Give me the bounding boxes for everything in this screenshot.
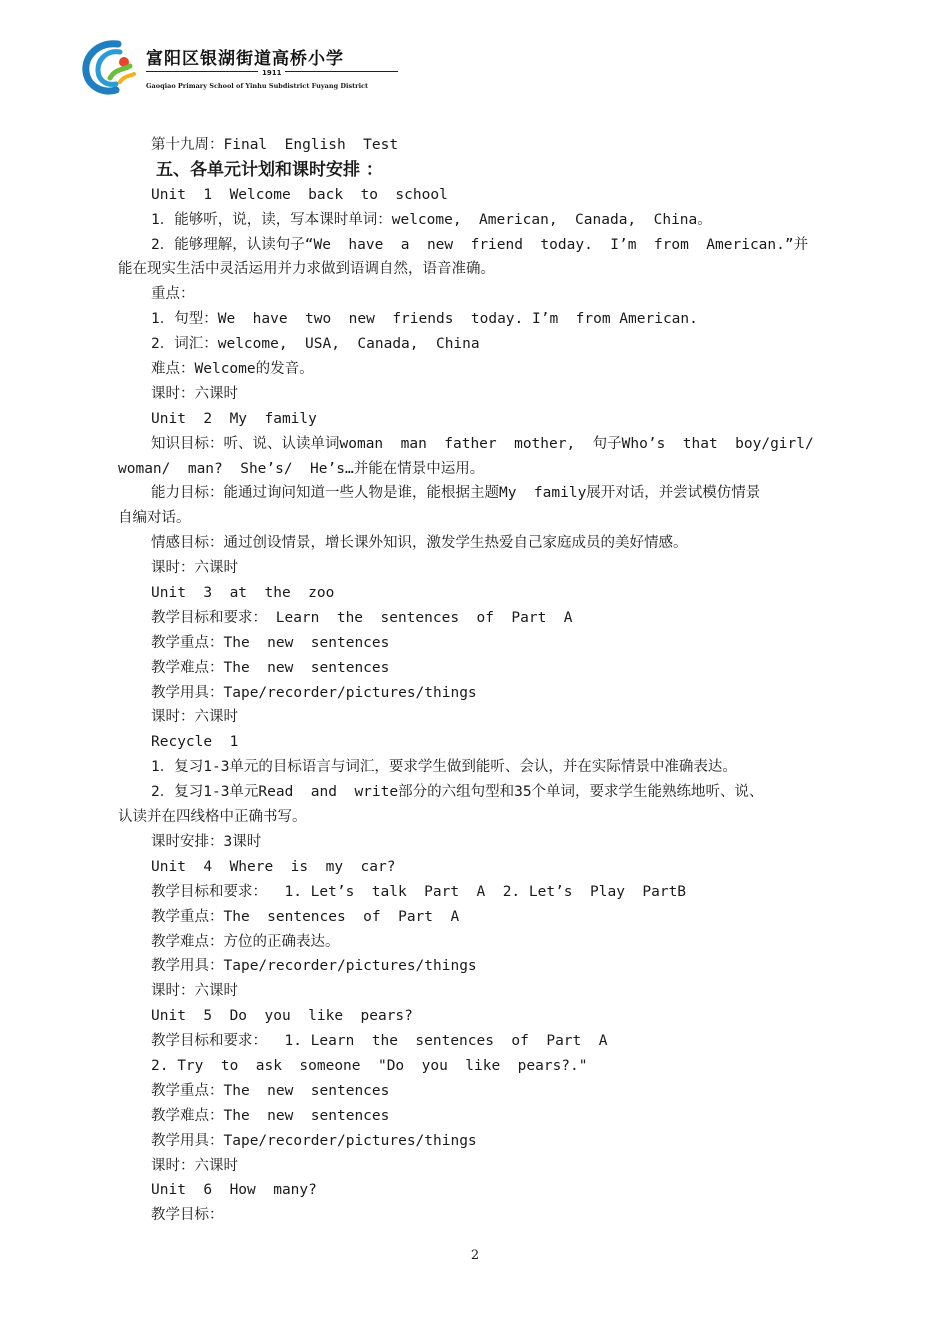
school-name-cn: 富阳区银湖街道高桥小学 — [146, 49, 344, 69]
text-line: 课时：六课时 — [151, 385, 238, 402]
text-line: Unit 2 My family — [151, 410, 317, 427]
text-line: woman/ man? She’s/ He’s…并能在情景中运用。 — [118, 460, 485, 477]
text-line: 2. Try to ask someone "Do you like pears?." — [151, 1057, 588, 1074]
text-line: 教学目标和要求： 1. Let’s talk Part A 2. Let’s Play PartB — [151, 883, 687, 900]
school-founded-year: 1911 — [258, 69, 285, 77]
text-line: 课时：六课时 — [151, 1157, 238, 1174]
text-line: 教学用具：Tape/recorder/pictures/things — [151, 684, 477, 701]
text-line: 教学重点：The new sentences — [151, 1082, 390, 1099]
text-line: 难点：Welcome的发音。 — [151, 361, 314, 378]
text-line: 课时：六课时 — [151, 983, 238, 1000]
text-line: 2．复习1-3单元Read and write部分的六组句型和35个单词，要求学生能熟练地听、说、 — [151, 784, 764, 801]
text-line: 能力目标：能通过询问知道一些人物是谁，能根据主题My family展开对话，并尝试模仿情景 — [151, 485, 761, 502]
document-body — [118, 133, 836, 1228]
school-name-en: Gaoqiao Primary School of Yinhu Subdistrict Fuyang District — [146, 82, 368, 90]
text-line: 2．能够理解，认读句子“We have a new friend today. I’m from American.”并 — [151, 236, 809, 253]
text-line: 知识目标：听、说、认读单词woman man father mother, 句子Who’s that boy/girl/ — [151, 435, 814, 452]
text-line: 第十九周：Final English Test — [151, 137, 399, 153]
text-line: Unit 4 Where is my car? — [151, 858, 396, 875]
text-line: 教学难点：The new sentences — [151, 1107, 390, 1124]
text-line: 教学目标和要求： 1. Learn the sentences of Part A — [151, 1033, 608, 1050]
text-line: 教学目标： — [151, 1207, 224, 1224]
school-header — [80, 38, 368, 98]
text-line: 教学重点：The new sentences — [151, 634, 390, 651]
text-line: 认读并在四线格中正确书写。 — [118, 809, 307, 826]
text-line: Unit 5 Do you like pears? — [151, 1008, 413, 1025]
school-logo-icon — [80, 38, 140, 98]
text-line: 1．复习1-3单元的目标语言与词汇，要求学生做到能听、会认，并在实际情景中准确表达。 — [151, 759, 737, 776]
text-line: 重点： — [151, 286, 195, 303]
text-line: 2．词汇：welcome, USA, Canada, China — [151, 336, 480, 353]
text-line: Recycle 1 — [151, 734, 239, 751]
text-line: 教学用具：Tape/recorder/pictures/things — [151, 1132, 477, 1149]
text-line: 教学难点：The new sentences — [151, 659, 390, 676]
text-line: 教学难点：方位的正确表达。 — [151, 933, 340, 950]
text-line: 课时：六课时 — [151, 709, 238, 726]
text-line: Unit 3 at the zoo — [151, 585, 335, 602]
text-line: 情感目标：通过创设情景，增长课外知识，激发学生热爱自己家庭成员的美好情感。 — [151, 535, 688, 552]
text-line: 1．能够听，说，读，写本课时单词：welcome, American, Canada, China。 — [151, 211, 712, 228]
text-line: 教学目标和要求： Learn the sentences of Part A — [151, 609, 573, 626]
text-line: 能在现实生活中灵活运用并力求做到语调自然，语音准确。 — [118, 261, 495, 278]
text-line: 课时：六课时 — [151, 560, 238, 577]
text-line: 教学用具：Tape/recorder/pictures/things — [151, 958, 477, 975]
text-line: Unit 6 How many? — [151, 1182, 317, 1199]
text-line: Unit 1 Welcome back to school — [151, 186, 448, 203]
section-heading: 五、各单元计划和课时安排 ： — [156, 159, 383, 180]
text-line: 自编对话。 — [118, 510, 191, 527]
text-line: 课时安排：3课时 — [151, 833, 262, 850]
text-line: 1．句型：We have two new friends today. I’m from American. — [151, 311, 698, 328]
page-number: 2 — [470, 1248, 480, 1263]
text-line: 教学重点：The sentences of Part A — [151, 908, 460, 925]
